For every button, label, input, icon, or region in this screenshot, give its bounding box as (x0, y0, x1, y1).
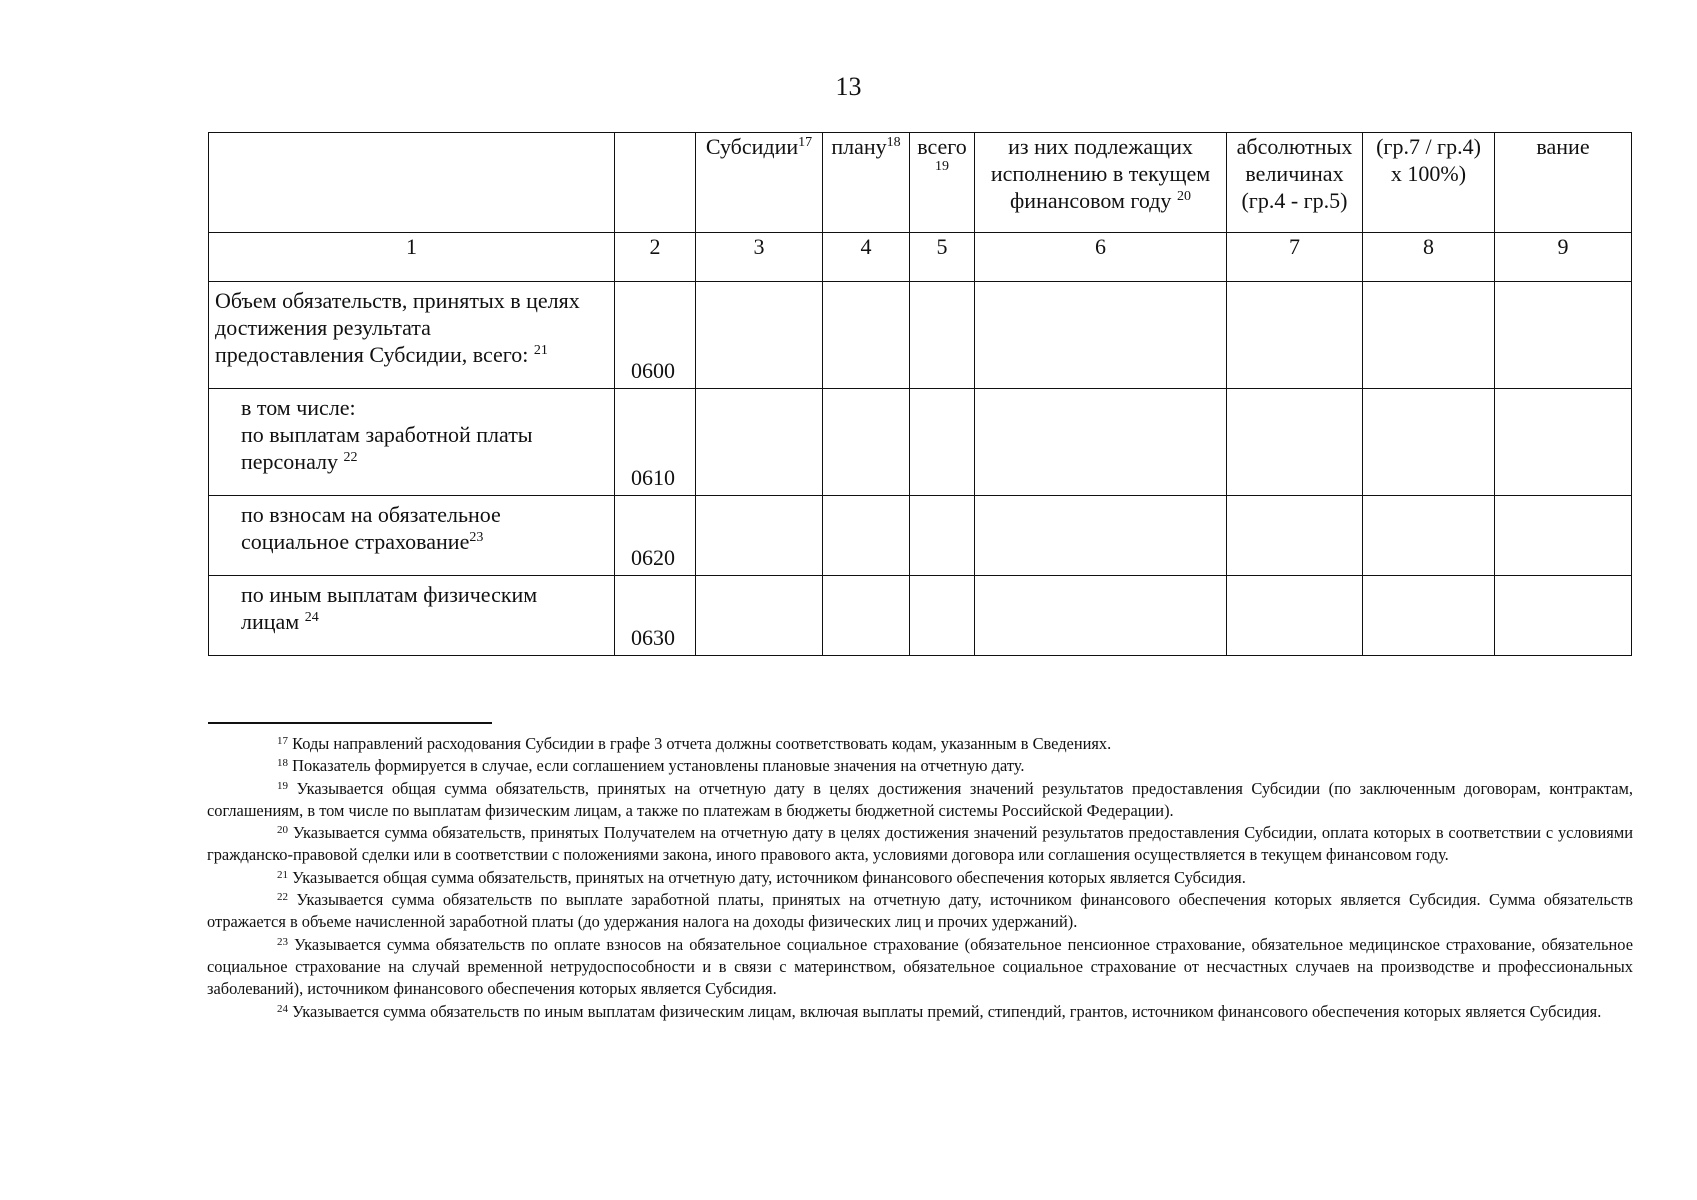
column-number: 1 (209, 233, 615, 282)
row-label-line: Объем обязательств, принятых в целях (215, 288, 580, 313)
header-c7-line-3: (гр.4 - гр.5) (1241, 188, 1348, 213)
footnote-number: 23 (277, 935, 288, 948)
row-code: 0600 (615, 282, 696, 389)
footnote-number: 22 (277, 891, 288, 904)
header-total: всего (917, 134, 967, 159)
table-row (209, 496, 1632, 576)
row-label-line: социальное страхование (241, 529, 470, 554)
table-cell (1227, 496, 1363, 576)
row-code: 0620 (615, 496, 696, 576)
footnote-number: 20 (277, 824, 288, 837)
header-cell-8 (1363, 133, 1495, 233)
footnotes (207, 733, 1633, 1023)
table-cell (1363, 576, 1495, 656)
header-cell-5 (910, 133, 975, 233)
table-cell (823, 282, 910, 389)
header-c7-line-2: величинах (1245, 161, 1344, 186)
footnote-separator (208, 722, 492, 724)
table-cell (910, 576, 975, 656)
footnote-ref-23: 23 (469, 530, 484, 545)
column-number: 7 (1227, 233, 1363, 282)
row-label-line: лицам (241, 609, 300, 634)
page-number: 13 (835, 72, 862, 101)
header-c6-line-3: финансовом году (1010, 188, 1172, 213)
table-cell (696, 389, 823, 496)
footnote-ref-17: 17 (798, 135, 813, 150)
row-label-line: в том числе: (241, 395, 356, 420)
footnote (207, 755, 1633, 777)
row-code: 0630 (615, 576, 696, 656)
footnote-ref-18: 18 (886, 135, 901, 150)
footnote-ref-22: 22 (343, 450, 358, 465)
table-cell (910, 389, 975, 496)
footnote-number: 19 (277, 779, 288, 792)
table-cell (696, 496, 823, 576)
column-number: 6 (975, 233, 1227, 282)
header-c7-line-1: абсолютных (1236, 134, 1353, 159)
row-label-line: по взносам на обязательное (241, 502, 501, 527)
header-plan: плану (831, 134, 887, 159)
footnote-number: 17 (277, 735, 288, 747)
column-number: 8 (1363, 233, 1495, 282)
header-cell-7 (1227, 133, 1363, 233)
footnote-number: 18 (277, 757, 288, 770)
footnote (207, 822, 1633, 867)
header-cell-1 (209, 133, 615, 233)
table-cell (1363, 496, 1495, 576)
footnote-text: Указывается сумма обязательств по оплате взносов на обязательное социальное страхование (обязательное пенсионное страхование, обязательное медицинское страхование, обязательное социальное страхование на случай временной нетрудоспособности и в связи с материнством, обязательное социальное страхование от несчастных случаев на производстве и профессиональных заболеваний), источником финансового обеспечения которых является Субсидия. (207, 934, 1633, 999)
footnote-ref-20: 20 (1176, 189, 1191, 204)
footnote (207, 867, 1633, 889)
table-cell (910, 282, 975, 389)
column-number: 4 (823, 233, 910, 282)
column-number: 2 (615, 233, 696, 282)
row-label-line: по выплатам заработной платы (241, 422, 533, 447)
header-cell-2 (615, 133, 696, 233)
table-cell (910, 496, 975, 576)
footnote (207, 889, 1633, 934)
table-cell (696, 576, 823, 656)
header-c8-line-2: x 100%) (1390, 161, 1467, 186)
row-label (209, 389, 615, 496)
footnote-ref-19: 19 (935, 159, 949, 174)
table-cell (1227, 282, 1363, 389)
table-cell (1495, 496, 1632, 576)
header-c6-line-1: из них подлежащих (1008, 134, 1193, 159)
header-cell-6 (975, 133, 1227, 233)
column-number: 5 (910, 233, 975, 282)
row-label (209, 282, 615, 389)
table-cell (1495, 282, 1632, 389)
header-c6-line-2: исполнению в текущем (990, 161, 1211, 186)
row-code: 0610 (615, 389, 696, 496)
table-cell (696, 282, 823, 389)
table-cell (823, 389, 910, 496)
header-cell-3 (696, 133, 823, 233)
footnote-text: Указывается сумма обязательств по иным выплатам физическим лицам, включая выплаты премий, стипендий, грантов, источником финансового обеспечения которых является Субсидия. (292, 1001, 1602, 1021)
column-number: 9 (1495, 233, 1632, 282)
footnote-ref-24: 24 (304, 610, 319, 625)
footnote-text: Указывается общая сумма обязательств, принятых на отчетную дату в целях достижения значений результатов предоставления Субсидии (по заключенным договорам, контрактам, соглашениям, в том числе по выплатам физическим лицам, а также по платежам в бюджеты бюджетной системы Российской Федерации). (207, 778, 1633, 820)
footnote (207, 934, 1633, 1001)
column-number-row (209, 233, 1632, 282)
footnote-text: Коды направлений расходования Субсидии в графе 3 отчета должны соответствовать кодам, указанным в Сведениях. (292, 734, 1112, 753)
row-label-line: предоставления Субсидии, всего: (215, 342, 529, 367)
footnote-number: 21 (277, 868, 288, 881)
table-cell (975, 282, 1227, 389)
table-cell (823, 576, 910, 656)
header-row (209, 133, 1632, 233)
header-cell-9 (1495, 133, 1632, 233)
table-cell (1495, 576, 1632, 656)
table-cell (1495, 389, 1632, 496)
table-cell (1363, 389, 1495, 496)
footnote-number: 24 (277, 1002, 288, 1015)
table-cell (1363, 282, 1495, 389)
table-cell (823, 496, 910, 576)
column-number: 3 (696, 233, 823, 282)
table-row (209, 576, 1632, 656)
footnote (207, 1001, 1633, 1023)
footnote-ref-21: 21 (533, 343, 548, 358)
table-row (209, 282, 1632, 389)
footnote-text: Указывается общая сумма обязательств, принятых на отчетную дату, источником финансового обеспечения которых является Субсидия. (292, 867, 1246, 887)
header-cell-4 (823, 133, 910, 233)
row-label-line: персоналу (241, 449, 339, 474)
table-cell (1227, 576, 1363, 656)
footnote-text: Указывается сумма обязательств по выплате заработной платы, принятых на отчетную дату, источником финансового обеспечения которых является Субсидия. Сумма обязательств отражается в объеме начисленной заработной платы (до удержания налога на доходы физических лиц и прочих удержаний). (207, 890, 1633, 932)
table-cell (1227, 389, 1363, 496)
header-subsidy: Субсидии (705, 134, 799, 159)
row-label (209, 496, 615, 576)
footnote-text: Показатель формируется в случае, если соглашением установлены плановые значения на отчетную дату. (292, 756, 1025, 776)
table-cell (975, 496, 1227, 576)
table-cell (975, 389, 1227, 496)
header-c8-line-1: (гр.7 / гр.4) (1376, 134, 1481, 159)
row-label-line: по иным выплатам физическим (241, 582, 538, 607)
report-table (208, 132, 1632, 656)
table-cell (975, 576, 1227, 656)
footnote-text: Указывается сумма обязательств, принятых Получателем на отчетную дату в целях достижения значений результатов предоставления Субсидии, оплата которых в соответствии с условиями гражданско-правовой сделки или в соответствии с положениями закона, иного правового акта, условиями договора или соглашения осуществляется в текущем финансовом году. (207, 823, 1633, 865)
table-row (209, 389, 1632, 496)
header-c9: вание (1536, 134, 1590, 159)
row-label (209, 576, 615, 656)
row-label-line: достижения результата (215, 315, 431, 340)
footnote (207, 778, 1633, 823)
footnote (207, 733, 1633, 755)
